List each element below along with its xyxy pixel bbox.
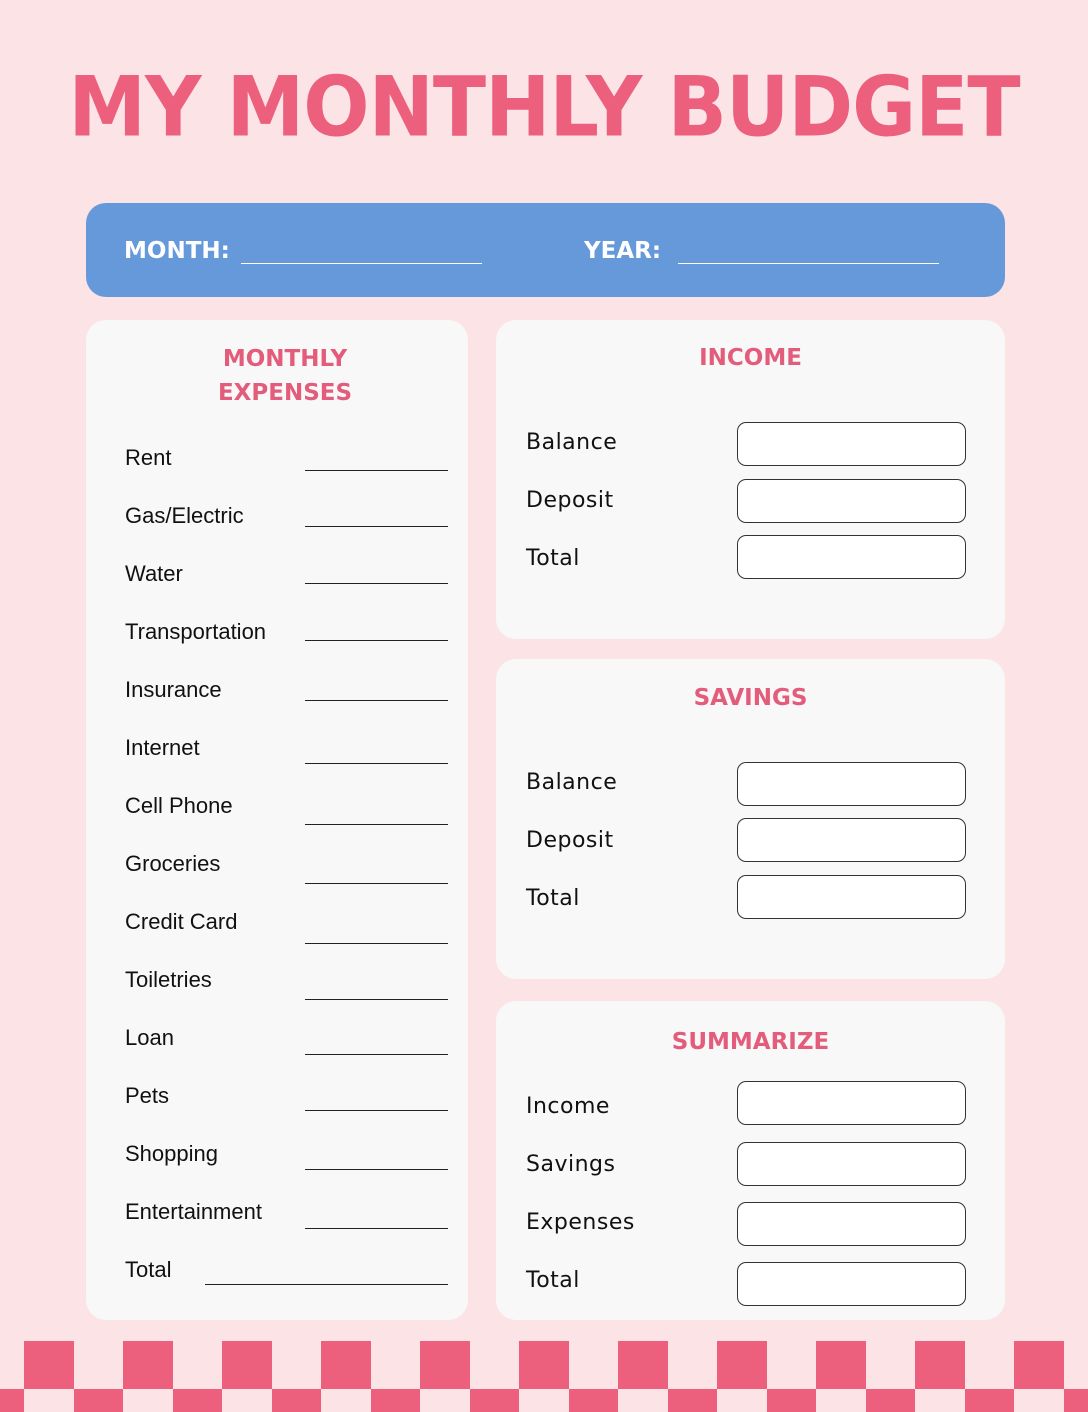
expense-line-gas-electric[interactable] [305, 526, 448, 527]
checkerboard-border [0, 1341, 1088, 1412]
year-input-line[interactable] [678, 263, 939, 264]
expense-label-internet: Internet [125, 735, 200, 760]
month-year-bar [86, 203, 1005, 297]
expense-line-total[interactable] [205, 1284, 448, 1285]
summarize-expenses-box[interactable] [737, 1202, 966, 1246]
expense-line-toiletries[interactable] [305, 999, 448, 1000]
summarize-card [496, 1001, 1005, 1320]
savings-deposit-box[interactable] [737, 818, 966, 862]
expense-line-transportation[interactable] [305, 640, 448, 641]
savings-label-total: Total [526, 886, 580, 911]
expense-label-loan: Loan [125, 1025, 174, 1050]
summarize-label-income: Income [526, 1094, 610, 1119]
savings-label-balance: Balance [526, 770, 618, 795]
checkerboard-squares [0, 1341, 1088, 1412]
income-total-box[interactable] [737, 535, 966, 579]
income-label-total: Total [526, 546, 580, 571]
income-balance-box[interactable] [737, 422, 966, 466]
month-input-line[interactable] [241, 263, 482, 264]
income-title: INCOME [699, 345, 802, 371]
summarize-total-box[interactable] [737, 1262, 966, 1306]
expense-label-pets: Pets [125, 1083, 170, 1108]
summarize-label-savings: Savings [526, 1152, 616, 1177]
expense-line-cell-phone[interactable] [305, 824, 448, 825]
expense-line-loan[interactable] [305, 1054, 448, 1055]
summarize-title: SUMMARIZE [671, 1029, 830, 1055]
expense-line-internet[interactable] [305, 763, 448, 764]
page-title: MY MONTHLY BUDGET [68, 60, 1020, 156]
expense-label-total: Total [125, 1257, 172, 1282]
expense-label-gas-electric: Gas/Electric [125, 503, 244, 528]
income-deposit-box[interactable] [737, 479, 966, 523]
expense-label-shopping: Shopping [125, 1141, 218, 1166]
income-label-deposit: Deposit [526, 488, 614, 513]
expense-label-toiletries: Toiletries [125, 967, 212, 992]
expense-line-rent[interactable] [305, 470, 448, 471]
expense-label-cell-phone: Cell Phone [125, 793, 233, 818]
savings-label-deposit: Deposit [526, 828, 614, 853]
month-label: MONTH: [124, 238, 230, 264]
expense-label-entertainment: Entertainment [125, 1199, 262, 1224]
savings-balance-box[interactable] [737, 762, 966, 806]
expense-line-entertainment[interactable] [305, 1228, 448, 1229]
expense-label-insurance: Insurance [125, 677, 222, 702]
summarize-label-expenses: Expenses [526, 1210, 635, 1235]
savings-total-box[interactable] [737, 875, 966, 919]
expense-line-credit-card[interactable] [305, 943, 448, 944]
expenses-title-line2: EXPENSES [217, 380, 353, 406]
expense-line-insurance[interactable] [305, 700, 448, 701]
expense-line-water[interactable] [305, 583, 448, 584]
summarize-label-total: Total [526, 1268, 580, 1293]
savings-title: SAVINGS [693, 685, 808, 711]
income-label-balance: Balance [526, 430, 618, 455]
expense-label-credit-card: Credit Card [125, 909, 238, 934]
expense-line-groceries[interactable] [305, 883, 448, 884]
expense-label-water: Water [125, 561, 183, 586]
expense-label-transportation: Transportation [125, 619, 267, 644]
expense-label-groceries: Groceries [125, 851, 221, 876]
year-label: YEAR: [584, 238, 662, 264]
summarize-income-box[interactable] [737, 1081, 966, 1125]
expense-line-pets[interactable] [305, 1110, 448, 1111]
savings-card [496, 659, 1005, 979]
monthly-expenses-card [86, 320, 468, 1320]
expense-line-shopping[interactable] [305, 1169, 448, 1170]
expenses-title-line1: MONTHLY [222, 346, 348, 372]
income-card [496, 320, 1005, 639]
summarize-savings-box[interactable] [737, 1142, 966, 1186]
expense-label-rent: Rent [125, 445, 172, 470]
